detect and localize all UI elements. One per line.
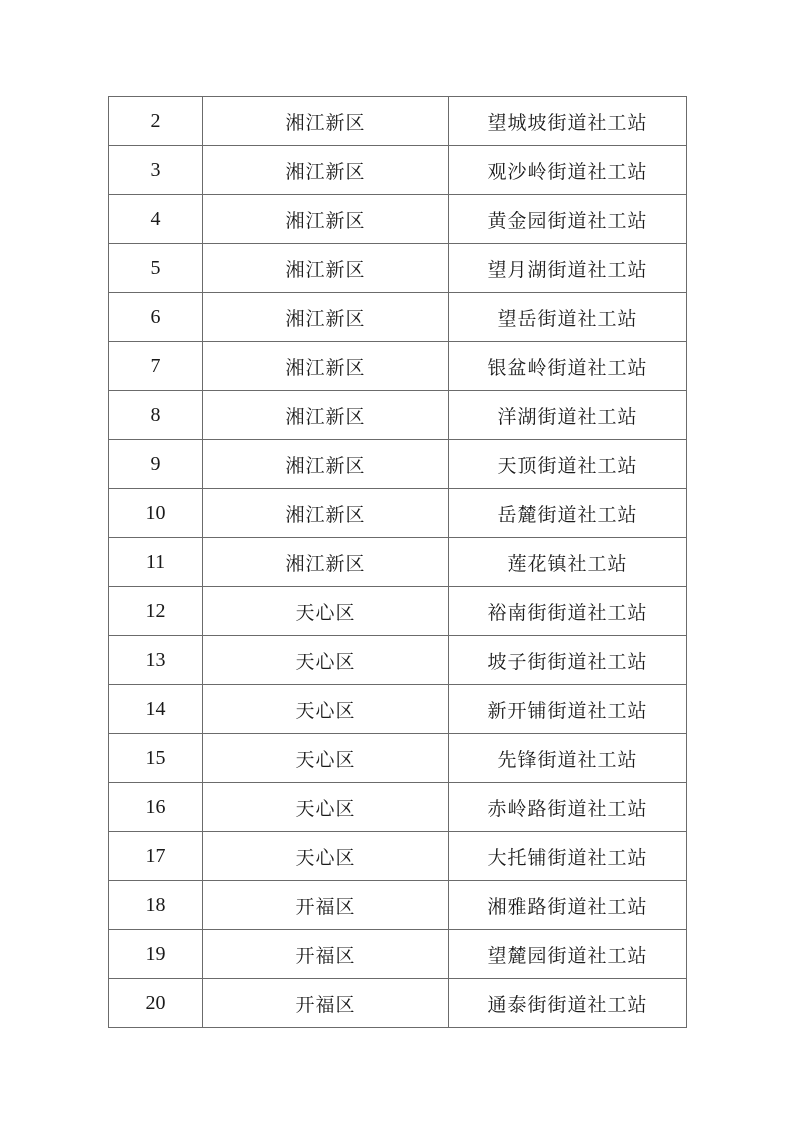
table-row bbox=[109, 979, 687, 1028]
table-body bbox=[109, 97, 687, 1028]
district-cell: 天心区 bbox=[203, 685, 449, 734]
station-table bbox=[108, 96, 687, 1028]
station-name-cell: 先锋街道社工站 bbox=[449, 734, 687, 783]
row-number-cell: 5 bbox=[109, 244, 203, 293]
row-number-cell: 18 bbox=[109, 881, 203, 930]
table-row bbox=[109, 440, 687, 489]
station-name-cell: 观沙岭街道社工站 bbox=[449, 146, 687, 195]
table-row bbox=[109, 195, 687, 244]
row-number-cell: 20 bbox=[109, 979, 203, 1028]
district-cell: 天心区 bbox=[203, 832, 449, 881]
table-row bbox=[109, 636, 687, 685]
station-name-cell: 望岳街道社工站 bbox=[449, 293, 687, 342]
district-cell: 天心区 bbox=[203, 636, 449, 685]
row-number-cell: 9 bbox=[109, 440, 203, 489]
station-name-cell: 大托铺街道社工站 bbox=[449, 832, 687, 881]
station-name-cell: 洋湖街道社工站 bbox=[449, 391, 687, 440]
district-cell: 湘江新区 bbox=[203, 489, 449, 538]
table-row bbox=[109, 391, 687, 440]
row-number-cell: 17 bbox=[109, 832, 203, 881]
row-number-cell: 13 bbox=[109, 636, 203, 685]
station-name-cell: 通泰街街道社工站 bbox=[449, 979, 687, 1028]
table-row bbox=[109, 97, 687, 146]
station-name-cell: 银盆岭街道社工站 bbox=[449, 342, 687, 391]
row-number-cell: 16 bbox=[109, 783, 203, 832]
district-cell: 天心区 bbox=[203, 734, 449, 783]
station-name-cell: 坡子街街道社工站 bbox=[449, 636, 687, 685]
row-number-cell: 12 bbox=[109, 587, 203, 636]
district-cell: 湘江新区 bbox=[203, 342, 449, 391]
table-row bbox=[109, 293, 687, 342]
table-row bbox=[109, 832, 687, 881]
district-cell: 湘江新区 bbox=[203, 391, 449, 440]
district-cell: 天心区 bbox=[203, 587, 449, 636]
district-cell: 湘江新区 bbox=[203, 195, 449, 244]
row-number-cell: 14 bbox=[109, 685, 203, 734]
district-cell: 湘江新区 bbox=[203, 244, 449, 293]
table-row bbox=[109, 244, 687, 293]
station-name-cell: 望城坡街道社工站 bbox=[449, 97, 687, 146]
district-cell: 湘江新区 bbox=[203, 440, 449, 489]
table-row bbox=[109, 783, 687, 832]
station-name-cell: 黄金园街道社工站 bbox=[449, 195, 687, 244]
station-name-cell: 裕南街街道社工站 bbox=[449, 587, 687, 636]
table-row bbox=[109, 734, 687, 783]
row-number-cell: 19 bbox=[109, 930, 203, 979]
table-row bbox=[109, 146, 687, 195]
table-row bbox=[109, 930, 687, 979]
row-number-cell: 4 bbox=[109, 195, 203, 244]
table-row bbox=[109, 538, 687, 587]
table-row bbox=[109, 587, 687, 636]
station-name-cell: 赤岭路街道社工站 bbox=[449, 783, 687, 832]
station-name-cell: 望月湖街道社工站 bbox=[449, 244, 687, 293]
station-name-cell: 望麓园街道社工站 bbox=[449, 930, 687, 979]
row-number-cell: 10 bbox=[109, 489, 203, 538]
row-number-cell: 8 bbox=[109, 391, 203, 440]
row-number-cell: 11 bbox=[109, 538, 203, 587]
district-cell: 湘江新区 bbox=[203, 293, 449, 342]
row-number-cell: 7 bbox=[109, 342, 203, 391]
district-cell: 开福区 bbox=[203, 979, 449, 1028]
table-row bbox=[109, 685, 687, 734]
district-cell: 天心区 bbox=[203, 783, 449, 832]
table-row bbox=[109, 342, 687, 391]
district-cell: 湘江新区 bbox=[203, 538, 449, 587]
table-row bbox=[109, 489, 687, 538]
station-name-cell: 天顶街道社工站 bbox=[449, 440, 687, 489]
station-name-cell: 新开铺街道社工站 bbox=[449, 685, 687, 734]
document-page bbox=[108, 96, 686, 1028]
district-cell: 湘江新区 bbox=[203, 146, 449, 195]
station-name-cell: 岳麓街道社工站 bbox=[449, 489, 687, 538]
row-number-cell: 15 bbox=[109, 734, 203, 783]
station-name-cell: 莲花镇社工站 bbox=[449, 538, 687, 587]
station-name-cell: 湘雅路街道社工站 bbox=[449, 881, 687, 930]
row-number-cell: 6 bbox=[109, 293, 203, 342]
row-number-cell: 3 bbox=[109, 146, 203, 195]
district-cell: 开福区 bbox=[203, 881, 449, 930]
district-cell: 湘江新区 bbox=[203, 97, 449, 146]
row-number-cell: 2 bbox=[109, 97, 203, 146]
district-cell: 开福区 bbox=[203, 930, 449, 979]
table-row bbox=[109, 881, 687, 930]
